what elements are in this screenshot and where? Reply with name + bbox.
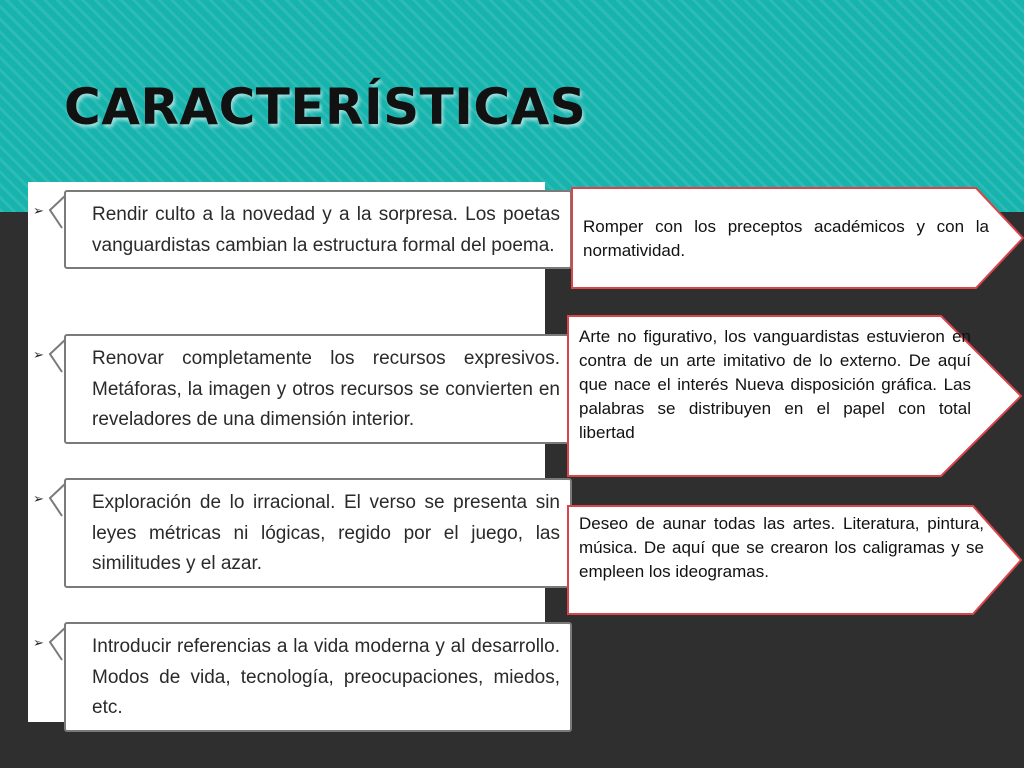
bullet-text: Renovar completamente los recursos expresivos. Metáforas, la imagen y otros recursos se convierten en reveladores de una dimensión interior. [92,348,560,430]
arrow-box [567,505,1023,615]
bullet-text: Exploración de lo irracional. El verso se presenta sin leyes métricas ni lógicas, regido por el juego, las similitudes y el azar. [92,492,560,574]
bullet-text: Rendir culto a la novedad y a la sorpresa. Los poetas vanguardistas cambian la estructura formal del poema. [92,204,560,256]
arrow-box [567,315,1023,477]
bullet-box [64,334,572,444]
bullet-text: Introducir referencias a la vida moderna y al desarrollo. Modos de vida, tecnología, preocupaciones, miedos, etc. [92,636,560,718]
arrow-box-text: Romper con los preceptos académicos y con la normatividad. [583,217,989,260]
bullet-arrow-icon: ➢ [33,636,44,651]
bullet-box [64,622,572,732]
bullet-box [64,478,572,588]
characteristics-panel [28,182,560,722]
slide-title: CARACTERÍSTICAS [64,78,587,136]
bullet-arrow-icon: ➢ [33,204,44,219]
bullet-arrow-icon: ➢ [33,492,44,507]
bullet-arrow-icon: ➢ [33,348,44,363]
arrow-box-text: Deseo de aunar todas las artes. Literatura, pintura, música. De aquí que se crearon los caligramas y se empleen los ideogramas. [579,514,984,581]
arrow-box [571,187,1024,289]
arrow-box-text: Arte no figurativo, los vanguardistas estuvieron en contra de un arte imitativo de lo externo. De aquí que nace el interés Nueva disposición gráfica. Las palabras se distribuyen en el papel con total libertad [579,327,971,442]
bullet-box [64,190,572,269]
